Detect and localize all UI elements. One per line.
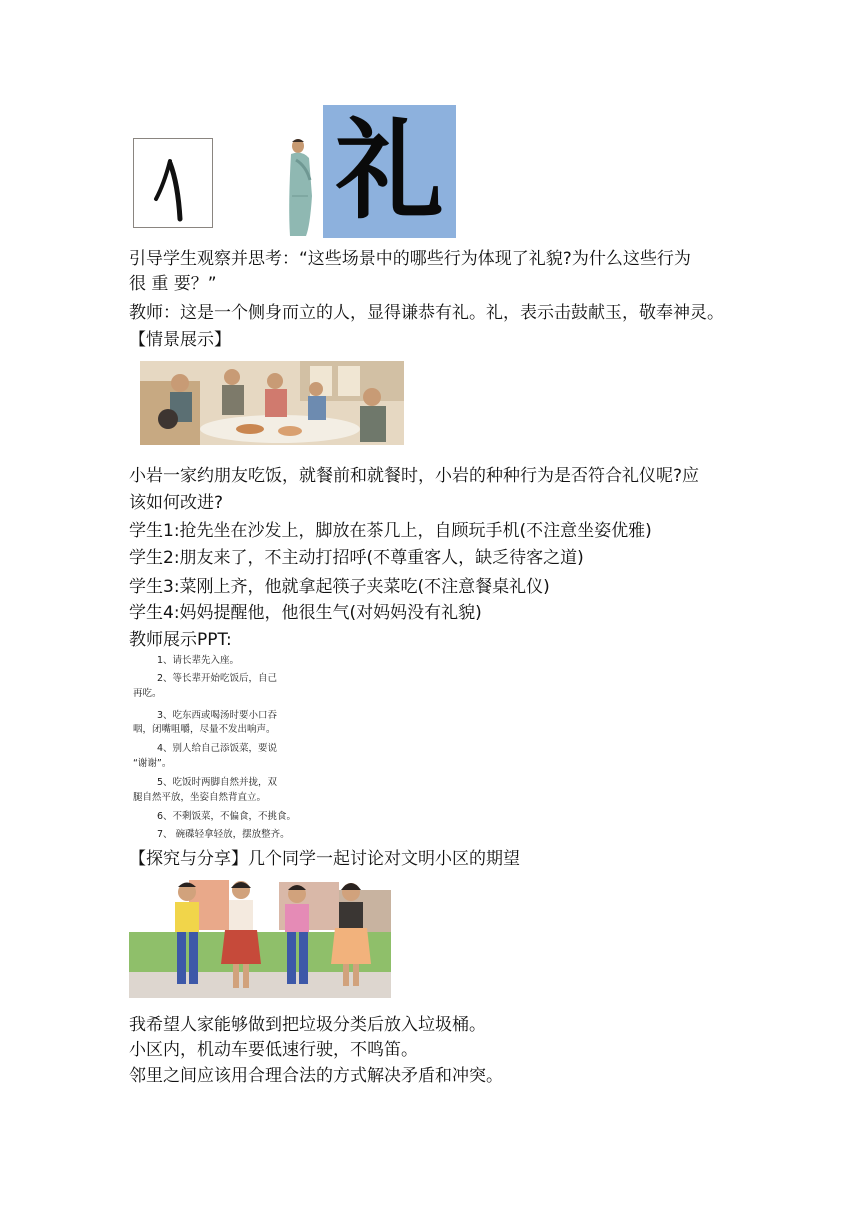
li-character-image [323,105,456,238]
bowing-person-figure [282,136,320,238]
student-2-answer: 学生2:朋友来了，不主动打招呼(不尊重客人，缺乏待客之道) [129,548,584,568]
ppt-rule-2a: 2、等长辈开始吃饭后，自己 [157,673,278,684]
ppt-rule-5b: 腿自然平放，坐姿自然背直立。 [133,792,267,803]
hope-1: 我希望人家能够做到把垃圾分类后放入垃圾桶。 [129,1015,486,1035]
student-1-answer: 学生1:抢先坐在沙发上，脚放在茶几上，自顾玩手机(不注意坐姿优雅) [129,521,652,541]
ancient-character-box [133,138,213,228]
ppt-rule-5a: 5、吃饭时两脚自然并拢，双 [157,777,278,788]
li-character: 礼 [335,108,444,234]
ppt-rule-4b: “谢谢”。 [133,758,172,769]
hope-2: 小区内，机动车要低速行驶，不鸣笛。 [129,1040,418,1060]
students-walking-illustration [129,872,391,998]
guide-question-line-1: 引导学生观察并思考：“这些场景中的哪些行为体现了礼貌?为什么这些行为 [129,249,691,269]
ppt-rule-3b: 咽，闭嘴咀嚼，尽量不发出响声。 [133,724,276,735]
family-dinner-illustration [140,361,404,445]
ppt-rule-6: 6、不剩饭菜，不偏食，不挑食。 [157,811,297,822]
student-4-answer: 学生4:妈妈提醒他，他很生气(对妈妈没有礼貌) [129,603,482,623]
section-explore-heading: 【探究与分享】几个同学一起讨论对文明小区的期望 [129,849,520,869]
ppt-rule-1: 1、请长辈先入座。 [157,655,240,666]
teacher-ppt-label: 教师展示PPT: [129,630,232,650]
guide-question-line-2: 很 重 要？” [129,274,217,294]
ppt-rule-2b: 再吃。 [133,688,162,699]
teacher-explanation: 教师：这是一个侧身而立的人，显得谦恭有礼。礼，表示击鼓献玉，敬奉神灵。 [129,303,724,323]
ancient-ren-glyph [134,139,211,226]
ppt-rule-7: 7、 碗碟轻拿轻放，摆放整齐。 [157,829,290,840]
ppt-rule-4a: 4、别人给自己添饭菜，要说 [157,743,278,754]
scene-question-line-2: 该如何改进? [129,493,224,513]
hope-3: 邻里之间应该用合理合法的方式解决矛盾和冲突。 [129,1066,503,1086]
ppt-rule-3a: 3、吃东西或喝汤时要小口吞 [157,710,278,721]
scene-question-line-1: 小岩一家约朋友吃饭，就餐前和就餐时，小岩的种种行为是否符合礼仪呢?应 [129,466,700,486]
section-scene-heading: 【情景展示】 [129,330,231,350]
student-3-answer: 学生3:菜刚上齐，他就拿起筷子夹菜吃(不注意餐桌礼仪) [129,577,550,597]
